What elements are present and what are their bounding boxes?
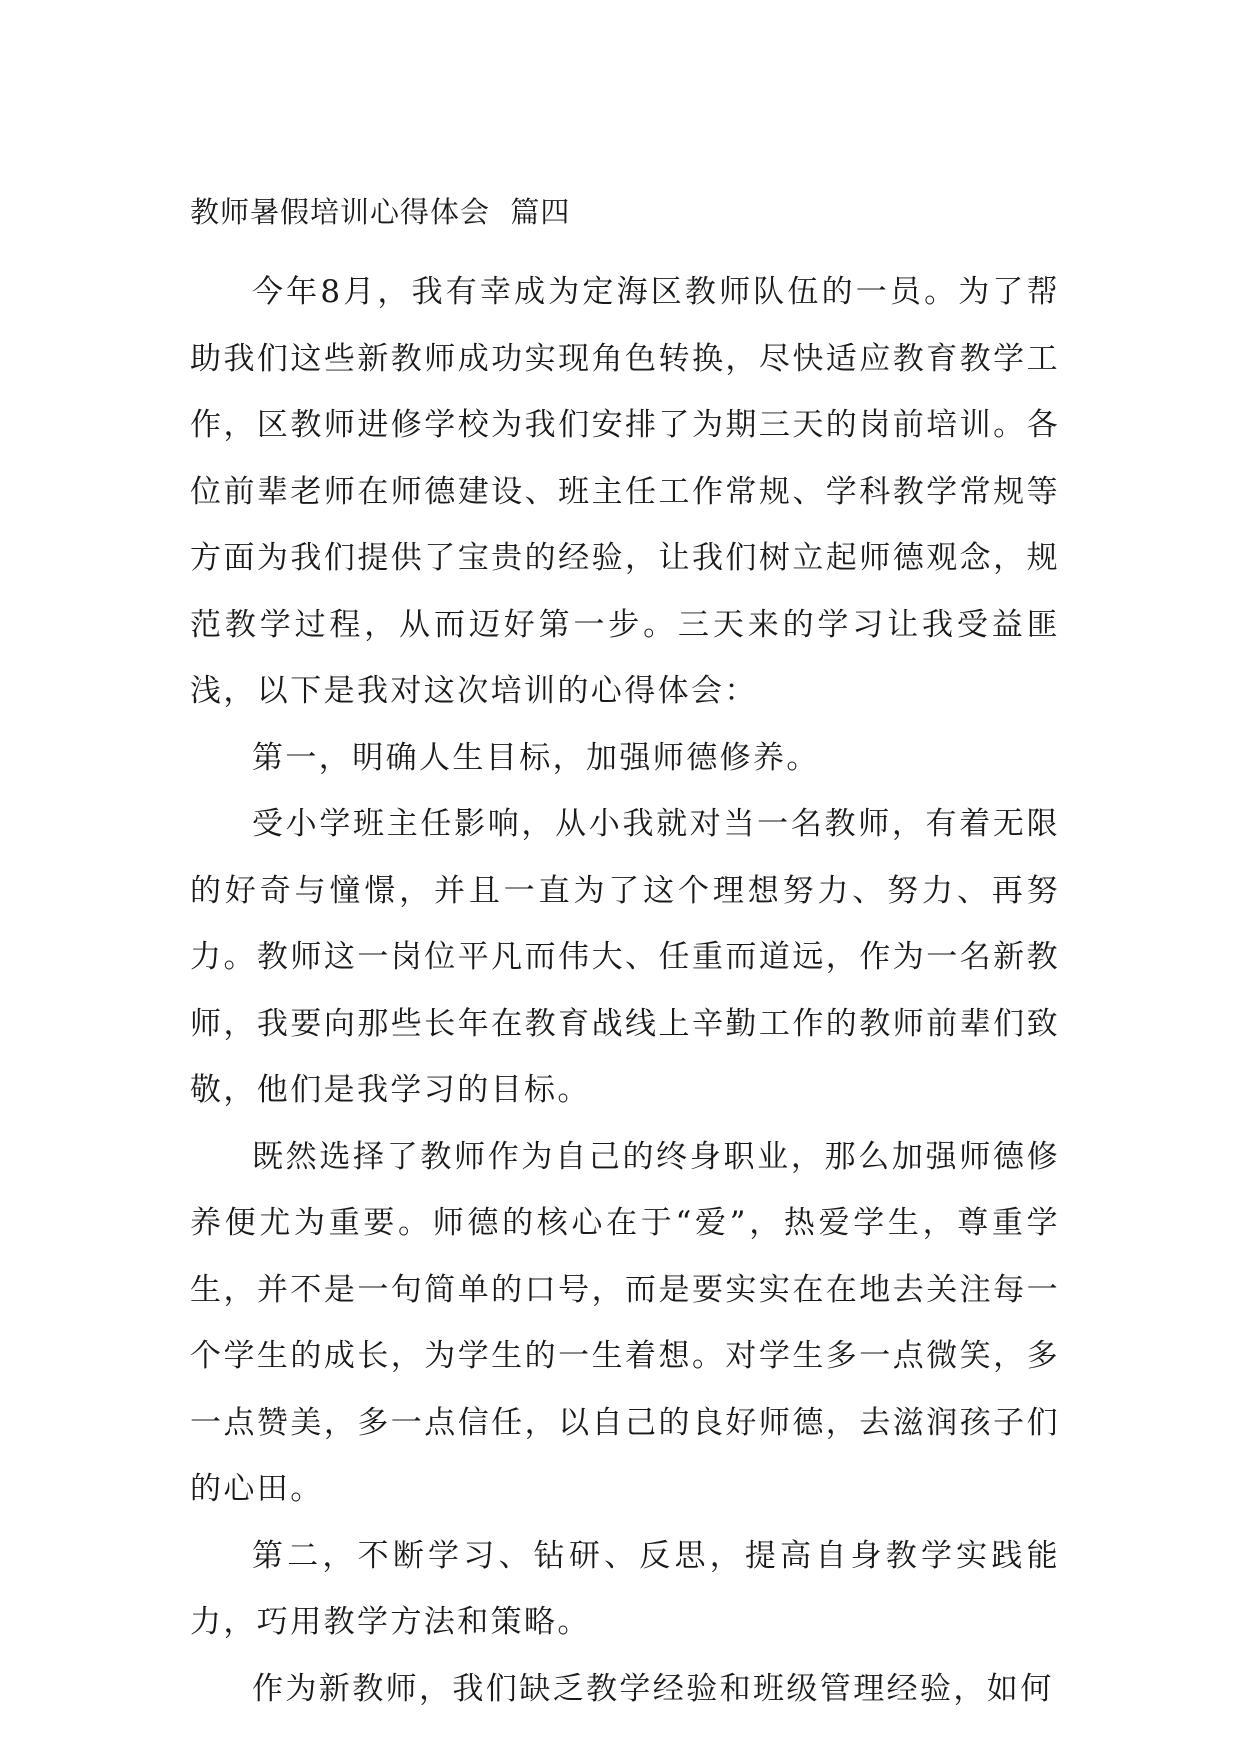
document-page: [190, 193, 1060, 1722]
paragraph: 第二，不断学习、钻研、反思，提高自身教学实践能力，巧用教学方法和策略。: [190, 1537, 1060, 1640]
paragraph: 今年8月，我有幸成为定海区教师队伍的一员。为了帮助我们这些新教师成功实现角色转换，尽快适应教育教学工作，区教师进修学校为我们安排了为期三天的岗前培训。各位前辈老师在师德建设、班主任工作常规、学科教学常规等方面为我们提供了宝贵的经验，让我们树立起师德观念，规范教学过程，从而迈好第一步。三天来的学习让我受益匪浅，以下是我对这次培训的心得体会：: [190, 274, 1060, 709]
document-title: 教师暑假培训心得体会 篇四: [190, 195, 571, 229]
paragraph: 受小学班主任影响，从小我就对当一名教师，有着无限的好奇与憧憬，并且一直为了这个理想努力、努力、再努力。教师这一岗位平凡而伟大、任重而道远，作为一名新教师，我要向那些长年在教育战线上辛勤工作的教师前辈们致敬，他们是我学习的目标。: [190, 806, 1060, 1108]
paragraph: 作为新教师，我们缺乏教学经验和班级管理经验，如何: [252, 1670, 1054, 1707]
paragraph: 既然选择了教师作为自己的终身职业，那么加强师德修养便尤为重要。师德的核心在于“爱”，热爱学生，尊重学生，并不是一句简单的口号，而是要实实在在地去关注每一个学生的成长，为学生的一生着想。对学生多一点微笑，多一点赞美，多一点信任，以自己的良好师德，去滋润孩子们的心田。: [190, 1138, 1060, 1507]
paragraph: 第一，明确人生目标，加强师德修养。: [252, 739, 820, 776]
